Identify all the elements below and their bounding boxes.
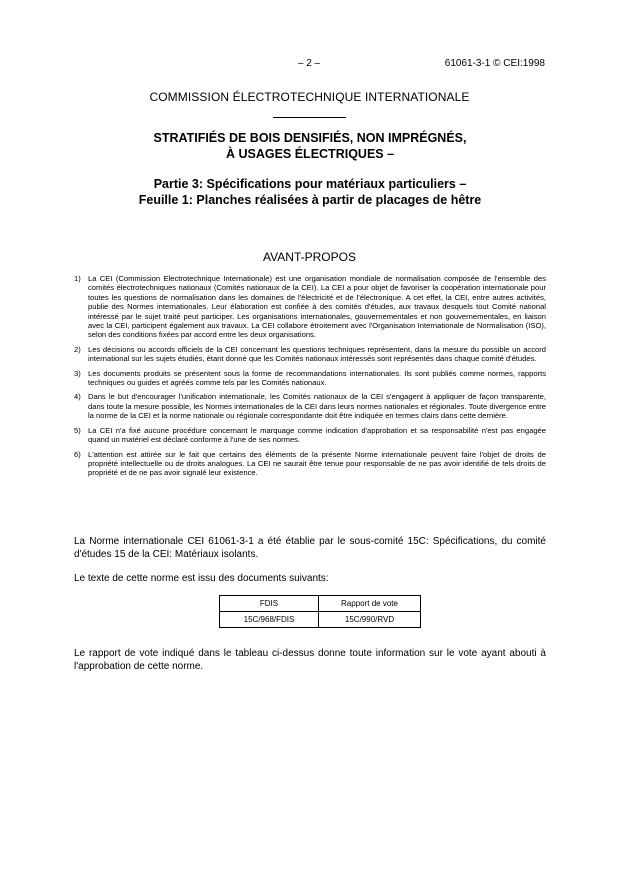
title-line-1: STRATIFIÉS DE BOIS DENSIFIÉS, NON IMPRÉGNÉS,	[153, 131, 467, 145]
voting-documents-table	[219, 595, 421, 628]
document-reference: 61061-3-1 © CEI:1998	[444, 58, 545, 69]
document-title	[60, 130, 560, 162]
page-number: – 2 –	[297, 58, 321, 69]
foreword-note	[74, 274, 546, 340]
note-number: 1)	[74, 274, 81, 283]
note-text: L'attention est attirée sur le fait que certains des éléments de la présente Norme internationale peuvent faire l'objet de droits de propriété intellectuelle ou de droits analogues. La CEI ne saurait être tenue pour responsable de ne pas avoir identifié de tels droits de propriété et de ne pas avoir signalé leur existence.	[88, 449, 546, 478]
foreword-note	[74, 345, 546, 364]
organization-name: COMMISSION ÉLECTROTECHNIQUE INTERNATIONALE	[149, 90, 470, 104]
table-cell-fdis: 15C/968/FDIS	[220, 612, 319, 628]
note-number: 6)	[74, 449, 81, 459]
document-subtitle	[60, 176, 560, 208]
foreword-note	[74, 426, 546, 445]
table-row	[220, 612, 421, 628]
note-text: Les décisions ou accords officiels de la CEI concernant les questions techniques représentent, dans la mesure du possible un accord international sur les sujets étudiés, étant donné que les Comités nationaux intéressés sont représentés dans chaque comité d'études.	[88, 344, 546, 364]
note-number: 2)	[74, 344, 81, 354]
divider-rule	[273, 117, 346, 118]
table-header-fdis: FDIS	[220, 596, 319, 612]
foreword-heading: AVANT-PROPOS	[263, 250, 356, 264]
subtitle-line-2: Feuille 1: Planches réalisées à partir de placages de hêtre	[138, 193, 482, 207]
table-header-vote-report: Rapport de vote	[319, 596, 421, 612]
title-line-2: À USAGES ÉLECTRIQUES –	[225, 147, 395, 161]
note-text: La CEI (Commission Electrotechnique Internationale) est une organisation mondiale de normalisation composée de l'ensemble des comités électrotechniques nationaux (Comités nationaux de la CEI). La CEI a pour objet de favoriser la coopération internationale pour toutes les questions de normalisation dans les domaines de l'électricité et de l'électronique. A cet effet, la CEI, entre autres activités, publie des Normes internationales. Leur élaboration est confiée à des comités d'études, aux travaux desquels tout Comité national intéressé par le sujet traité peut participer. Les organisations internationales, gouvernementales et non gouvernementales, en liaison avec la CEI, participent également aux travaux. La CEI collabore étroitement avec l'Organisation Internationale de Normalisation (ISO), selon des conditions fixées par accord entre les deux organisations.	[88, 274, 546, 340]
foreword-note	[74, 392, 546, 420]
table-header-row	[220, 596, 421, 612]
foreword-note	[74, 450, 546, 478]
note-text: La CEI n'a fixé aucune procédure concernant le marquage comme indication d'approbation et sa responsabilité n'est pas engagée quand un matériel est déclaré conforme à l'une de ses normes.	[88, 425, 546, 445]
established-paragraph: La Norme internationale CEI 61061-3-1 a été établie par le sous-comité 15C: Spécifications, du comité d'études 15 de la CEI: Matériaux isolants.	[74, 536, 546, 560]
table-cell-vote-report: 15C/990/RVD	[319, 612, 421, 628]
note-number: 5)	[74, 425, 81, 435]
vote-report-paragraph: Le rapport de vote indiqué dans le tableau ci-dessus donne toute information sur le vote ayant abouti à l'approbation de cette norme.	[74, 648, 546, 672]
note-text: Les documents produits se présentent sous la forme de recommandations internationales. Ils sont publiés comme normes, rapports techniques ou guides et agréés comme tels par les Comités nationaux.	[88, 368, 546, 388]
note-text: Dans le but d'encourager l'unification internationale, les Comités nationaux de la CEI s'engagent à appliquer de façon transparente, dans toute la mesure possible, les Normes internationales de la CEI dans leurs normes nationales et régionales. Toute divergence entre la norme de la CEI et la norme nationale ou régionale correspondante doit être indiquée en termes clairs dans cette dernière.	[88, 392, 546, 421]
foreword-notes	[74, 274, 546, 483]
note-number: 3)	[74, 368, 81, 378]
subtitle-line-1: Partie 3: Spécifications pour matériaux particuliers –	[153, 177, 467, 191]
source-documents-paragraph: Le texte de cette norme est issu des documents suivants:	[74, 573, 329, 584]
note-number: 4)	[74, 392, 81, 402]
foreword-note	[74, 369, 546, 388]
